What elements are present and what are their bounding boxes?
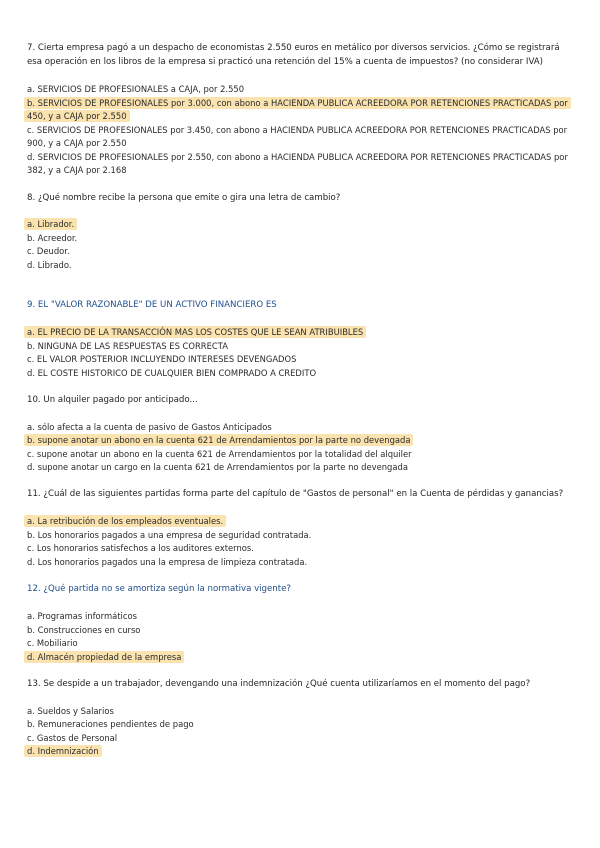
question-9-option-b[interactable]: b. NINGUNA DE LAS RESPUESTAS ES CORRECTA bbox=[27, 341, 228, 351]
question-8-option-b[interactable]: b. Acreedor. bbox=[27, 233, 78, 243]
question-11-text: 11. ¿Cuál de las siguientes partidas forma parte del capítulo de "Gastos de personal" en la Cuenta de pérdidas y ganancias? bbox=[27, 489, 564, 499]
question-8-option-a[interactable]: a. Librador. bbox=[27, 218, 575, 231]
question-11-option-b[interactable]: b. Los honorarios pagados a una empresa de seguridad contratada. bbox=[27, 530, 312, 540]
question-8-option-c[interactable]: c. Deudor. bbox=[27, 246, 70, 256]
question-7-option-a[interactable]: a. SERVICIOS DE PROFESIONALES a CAJA, por 2.550 bbox=[27, 84, 245, 94]
question-11-option-c[interactable]: c. Los honorarios satisfechos a los auditores externos. bbox=[27, 543, 254, 553]
question-10-option-a[interactable]: a. sólo afecta a la cuenta de pasivo de Gastos Anticipados bbox=[27, 422, 272, 432]
question-9-text: 9. EL "VALOR RAZONABLE" DE UN ACTIVO FINANCIERO ES bbox=[27, 300, 277, 310]
question-13-option-d[interactable]: d. Indemnización bbox=[27, 745, 575, 758]
question-8-text: 8. ¿Qué nombre recibe la persona que emite o gira una letra de cambio? bbox=[27, 193, 341, 203]
question-10-option-d[interactable]: d. supone anotar un cargo en la cuenta 621 de Arrendamientos por la parte no devengada bbox=[27, 462, 408, 472]
question-9-option-d[interactable]: d. EL COSTE HISTORICO DE CUALQUIER BIEN COMPRADO A CREDITO bbox=[27, 368, 317, 378]
question-13-option-a[interactable]: a. Sueldos y Salarios bbox=[27, 706, 114, 716]
question-12-option-a[interactable]: a. Programas informáticos bbox=[27, 611, 137, 621]
question-12-option-b[interactable]: b. Construcciones en curso bbox=[27, 625, 141, 635]
question-10-option-c[interactable]: c. supone anotar un abono en la cuenta 621 de Arrendamientos por la totalidad del alquiler bbox=[27, 449, 412, 459]
question-11-option-d[interactable]: d. Los honorarios pagados una la empresa de limpieza contratada. bbox=[27, 557, 308, 567]
question-7-option-d[interactable]: d. SERVICIOS DE PROFESIONALES por 2.550, con abono a HACIENDA PUBLICA ACREEDORA POR RETENCIONES PRACTICADAS por 382, y a CAJA por 2.168 bbox=[27, 152, 568, 176]
question-13-option-b[interactable]: b. Remuneraciones pendientes de pago bbox=[27, 719, 194, 729]
question-7-option-c[interactable]: c. SERVICIOS DE PROFESIONALES por 3.450, con abono a HACIENDA PUBLICA ACREEDORA POR RETENCIONES PRACTICADAS por 900, y a CAJA por 2.550 bbox=[27, 125, 568, 149]
question-13-option-c[interactable]: c. Gastos de Personal bbox=[27, 733, 118, 743]
question-7-text: 7. Cierta empresa pagó a un despacho de economistas 2.550 euros en metálico por diversos servicios. ¿Cómo se registrará esa operación en los libros de la empresa si practicó una retención del 15% a cuenta de impuestos? (no considerar IVA) bbox=[27, 43, 560, 67]
question-10-option-b[interactable]: b. supone anotar un abono en la cuenta 621 de Arrendamientos por la parte no devengada bbox=[27, 434, 575, 447]
question-9-option-c[interactable]: c. EL VALOR POSTERIOR INCLUYENDO INTERESES DEVENGADOS bbox=[27, 354, 297, 364]
question-12-option-c[interactable]: c. Mobiliario bbox=[27, 638, 78, 648]
question-7-option-b[interactable]: b. SERVICIOS DE PROFESIONALES por 3.000, con abono a HACIENDA PUBLICA ACREEDORA POR RETENCIONES PRACTICADAS por 450, y a CAJA por 2.550 bbox=[27, 97, 575, 124]
question-9-option-a[interactable]: a. EL PRECIO DE LA TRANSACCIÓN MAS LOS COSTES QUE LE SEAN ATRIBUIBLES bbox=[27, 326, 575, 339]
question-12-text: 12. ¿Qué partida no se amortiza según la normativa vigente? bbox=[27, 584, 291, 594]
question-8-option-d[interactable]: d. Librado. bbox=[27, 260, 72, 270]
question-13-text: 13. Se despide a un trabajador, devengando una indemnización ¿Qué cuenta utilizaríamos en el momento del pago? bbox=[27, 679, 531, 689]
question-12-option-d[interactable]: d. Almacén propiedad de la empresa bbox=[27, 651, 575, 664]
question-10-text: 10. Un alquiler pagado por anticipado... bbox=[27, 395, 198, 405]
question-11-option-a[interactable]: a. La retribución de los empleados eventuales. bbox=[27, 515, 575, 528]
